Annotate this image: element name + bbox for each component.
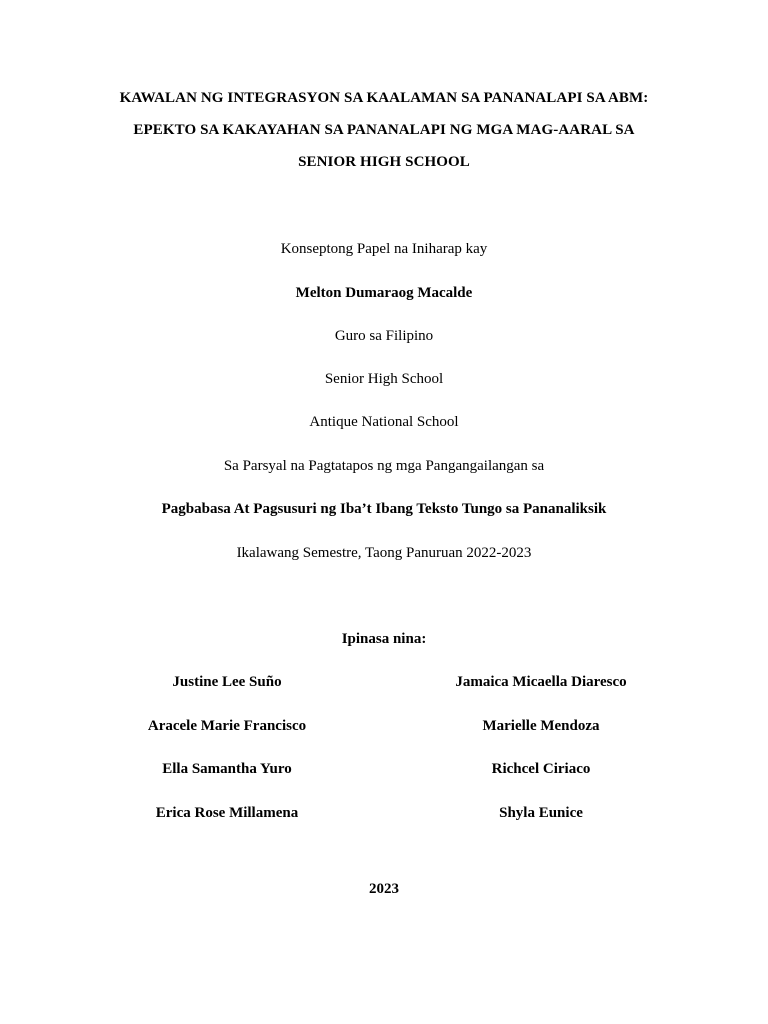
submission-intro: Konseptong Papel na Iniharap kay (280, 241, 488, 257)
teacher-role: Guro sa Filipino (334, 328, 434, 344)
author-name: Jamaica Micaella Diaresco (455, 674, 627, 690)
requirement-text: Sa Parsyal na Pagtatapos ng mga Pangangailangan sa (223, 458, 545, 474)
title-line-1: KAWALAN NG INTEGRASYON SA KAALAMAN SA PANANALAPI SA ABM: (119, 90, 649, 106)
term-text: Ikalawang Semestre, Taong Panuruan 2022-2023 (236, 545, 532, 561)
school-name: Antique National School (309, 414, 459, 430)
title-line-3: SENIOR HIGH SCHOOL (298, 154, 470, 170)
author-name: Marielle Mendoza (482, 718, 600, 734)
author-name: Aracele Marie Francisco (147, 718, 307, 734)
title-line-2: EPEKTO SA KAKAYAHAN SA PANANALAPI NG MGA MAG-AARAL SA (133, 122, 635, 138)
author-row (0, 804, 768, 822)
year: 2023 (369, 881, 399, 897)
teacher-name: Melton Dumaraog Macalde (295, 285, 473, 301)
author-name: Erica Rose Millamena (155, 805, 299, 821)
author-name: Shyla Eunice (499, 805, 583, 821)
author-row (0, 673, 768, 691)
author-name: Justine Lee Suño (172, 674, 282, 690)
subject-title: Pagbabasa At Pagsusuri ng Iba’t Ibang Teksto Tungo sa Pananaliksik (161, 501, 607, 517)
author-name: Richcel Ciriaco (491, 761, 591, 777)
authors-heading: Ipinasa nina: (341, 631, 427, 647)
author-row (0, 717, 768, 735)
author-name: Ella Samantha Yuro (162, 761, 292, 777)
school-level: Senior High School (324, 371, 444, 387)
author-row (0, 760, 768, 778)
